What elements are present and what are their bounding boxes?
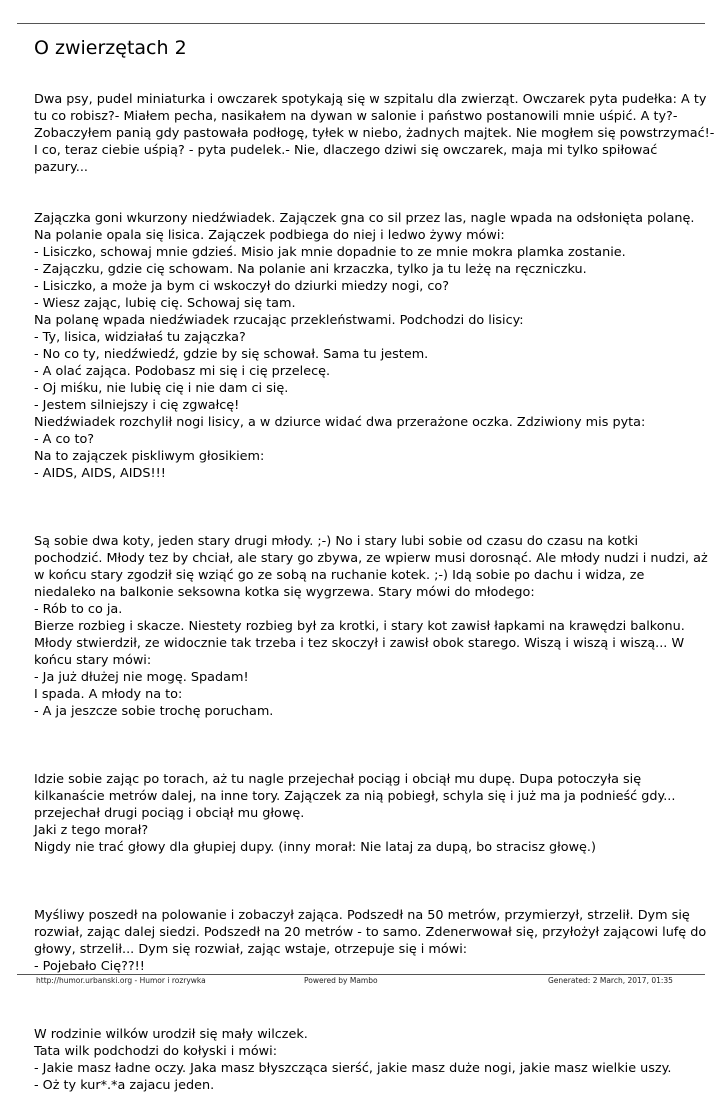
- story-line: - AIDS, AIDS, AIDS!!!: [34, 466, 166, 481]
- story-line: kilkanaście metrów dalej, na inne tory. Zajączek za nią pobiegł, schyla się i już ma ja podnieść gdy...: [34, 789, 676, 804]
- story-line: niedaleko na balkonie seksowna kotka się wygrzewa. Stary mówi do młodego:: [34, 585, 535, 600]
- story-line: Na to zajączek piskliwym głosikiem:: [34, 449, 265, 464]
- header-rule: [17, 23, 705, 24]
- story-line: Są sobie dwa koty, jeden stary drugi młody. ;-) No i stary lubi sobie od czasu do czasu na kotki: [34, 534, 639, 549]
- story-line: - Wiesz zając, lubię cię. Schowaj się tam.: [34, 296, 296, 311]
- story-line: głowy, strzelił... Dym się rozwiał, zając wstaje, otrzepuje się i mówi:: [34, 942, 468, 957]
- story-line: [34, 1009, 706, 1026]
- footer-generated-date: Generated: 2 March, 2017, 01:35: [548, 976, 673, 985]
- story-line: Jaki z tego morał?: [34, 823, 149, 838]
- story-line: Niedźwiadek rozchylił nogi lisicy, a w dziurce widać dwa przerażone oczka. Zdziwiony mis pyta:: [34, 415, 646, 430]
- story-line: - Oż ty kur*.*a zajacu jeden.: [34, 1078, 215, 1093]
- story-line: Dwa psy, pudel miniaturka i owczarek spotykają się w szpitalu dla zwierząt. Owczarek pyta pudełka: A ty: [34, 92, 707, 107]
- story-line: pazury...: [34, 160, 89, 175]
- story-paragraph: [34, 91, 715, 176]
- story-line: - Oj miśku, nie lubię cię i nie dam ci się.: [34, 381, 289, 396]
- story-line: - Lisiczko, schowaj mnie gdzieś. Misio jak mnie dopadnie to ze mnie mokra plamka zostanie.: [34, 245, 626, 260]
- story-line: Na polanę wpada niedźwiadek rzucając przekleństwami. Podchodzi do lisicy:: [34, 313, 524, 328]
- story-line: Zobaczyłem panią gdy pastowała podłogę, tyłek w niebo, żadnych majtek. Nie mogłem się powstrzymać!-: [34, 126, 715, 141]
- story-line: pochodzić. Młody tez by chciał, ale stary go zbywa, ze wpierw musi dorosnąć. Ale młody nudzi i nudzi, aż: [34, 551, 708, 566]
- story-line: [34, 754, 706, 771]
- story-line: tu co robisz?- Miałem pecha, nasikałem na dywan w salonie i państwo postanowili mnie uśpić. A ty?-: [34, 109, 678, 124]
- story-line: Nigdy nie trać głowy dla głupiej dupy. (inny morał: Nie lataj za dupą, bo stracisz głowę.): [34, 840, 596, 855]
- story-line: - Ty, lisica, widziałaś tu zajączka?: [34, 330, 246, 345]
- story-line: Na polanie opala się lisica. Zajączek podbiega do niej i ledwo żywy mówi:: [34, 228, 505, 243]
- article-body: [34, 91, 715, 1094]
- story-paragraph: [34, 210, 706, 482]
- story-line: rozwiał, zając dalej siedzi. Podszedł na 20 metrów - to samo. Zdenerwował się, przyłożył zającowi lufę do: [34, 925, 707, 940]
- story-line: - Jakie masz ładne oczy. Jaka masz błyszcząca sierść, jakie masz duże nogi, jakie masz wielkie uszy.: [34, 1061, 672, 1076]
- story-line: I co, teraz ciebie uśpią? - pyta pudelek.- Nie, dlaczego dziwi się owczarek, maja mi tylko spiłować: [34, 143, 658, 158]
- footer-site-link[interactable]: http://humor.urbanski.org - Humor i rozrywka: [36, 976, 206, 985]
- story-line: [34, 516, 706, 533]
- story-line: Młody stwierdził, ze widocznie tak trzeba i tez skoczył i zawisł obok starego. Wiszą i wiszą i wiszą... W: [34, 636, 685, 651]
- story-line: - Rób to co ja.: [34, 602, 123, 617]
- story-line: - A olać zająca. Podobasz mi się i cię przelecę.: [34, 364, 331, 379]
- story-paragraph: [34, 516, 706, 720]
- story-line: w końcu stary zgodził się wziąć go ze sobą na ruchanie kotek. ;-) Idą sobie po dachu i widza, ze: [34, 568, 645, 583]
- story-line: Bierze rozbieg i skacze. Niestety rozbieg był za krotki, i stary kot zawisł łapkami na krawędzi balkonu.: [34, 619, 685, 634]
- story-line: W rodzinie wilków urodził się mały wilczek.: [34, 1027, 308, 1042]
- story-line: - Pojebało Cię??!!: [34, 959, 145, 974]
- story-paragraph: [34, 1009, 706, 1094]
- story-line: przejechał drugi pociąg i obciął mu głowę.: [34, 806, 305, 821]
- story-paragraph: [34, 754, 706, 856]
- story-line: - A ja jeszcze sobie trochę porucham.: [34, 704, 274, 719]
- story-line: - Lisiczko, a może ja bym ci wskoczył do dziurki miedzy nogi, co?: [34, 279, 450, 294]
- story-line: - Jestem silniejszy i cię zgwałcę!: [34, 398, 240, 413]
- story-line: - Ja już dłużej nie mogę. Spadam!: [34, 670, 249, 685]
- story-line: I spada. A młody na to:: [34, 687, 183, 702]
- story-line: Zajączka goni wkurzony niedźwiadek. Zajączek gna co sil przez las, nagle wpada na odsłonięta polanę.: [34, 211, 695, 226]
- page-title: O zwierzętach 2: [34, 37, 187, 59]
- story-paragraph: [34, 890, 706, 975]
- story-line: Myśliwy poszedł na polowanie i zobaczył zająca. Podszedł na 50 metrów, przymierzył, strzelił. Dym się: [34, 908, 690, 923]
- story-line: - Zajączku, gdzie cię schowam. Na polanie ani krzaczka, tylko ja tu leżę na ręczniczku.: [34, 262, 587, 277]
- story-line: Tata wilk podchodzi do kołyski i mówi:: [34, 1044, 278, 1059]
- footer-rule: [17, 974, 705, 975]
- story-line: - A co to?: [34, 432, 95, 447]
- footer-powered-by: Powered by Mambo: [304, 976, 378, 985]
- story-line: - No co ty, niedźwiedź, gdzie by się schował. Sama tu jestem.: [34, 347, 429, 362]
- story-line: Idzie sobie zając po torach, aż tu nagle przejechał pociąg i obciął mu dupę. Dupa potoczyła się: [34, 772, 642, 787]
- story-line: [34, 890, 706, 907]
- story-line: końcu stary mówi:: [34, 653, 152, 668]
